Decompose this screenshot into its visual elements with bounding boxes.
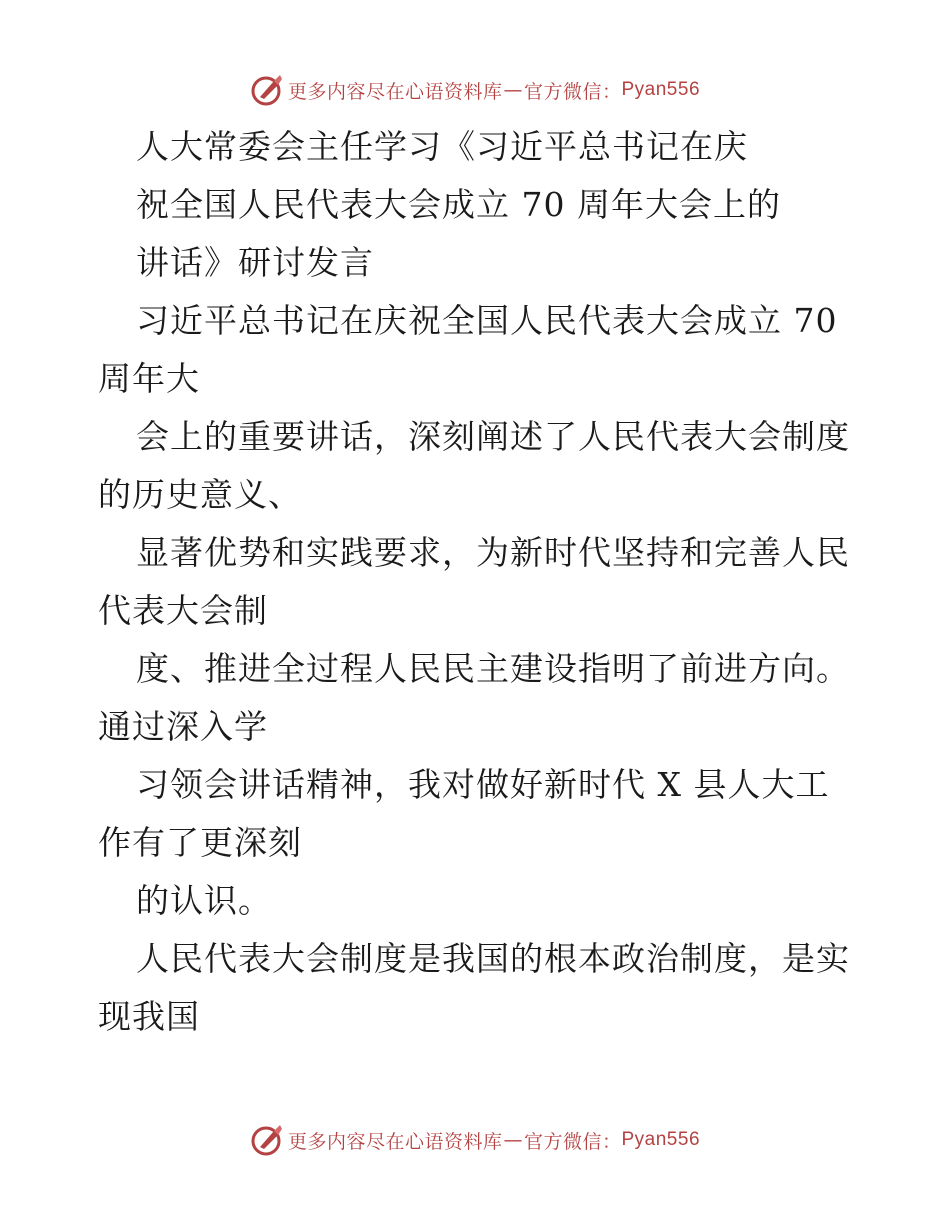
paragraph-line: 代表大会制 bbox=[98, 591, 268, 630]
watermark-wechat-handle: Pyan556 bbox=[621, 1129, 701, 1150]
paragraph-line: 习领会讲话精神，我对做好新时代 X 县人大工 bbox=[136, 765, 830, 804]
paragraph-line: 周年大 bbox=[98, 359, 200, 398]
title-line-1: 人大常委会主任学习《习近平总书记在庆 bbox=[136, 127, 748, 166]
paragraph-line: 的历史意义、 bbox=[98, 475, 302, 514]
title-line-3: 讲话》研讨发言 bbox=[136, 243, 374, 282]
paragraph-line: 度、推进全过程人民民主建设指明了前进方向。 bbox=[136, 649, 850, 688]
header-watermark bbox=[0, 70, 950, 110]
title-line-2: 祝全国人民代表大会成立 70 周年大会上的 bbox=[136, 185, 781, 224]
paragraph-line: 会上的重要讲话，深刻阐述了人民代表大会制度 bbox=[136, 417, 850, 456]
paragraph-line: 通过深入学 bbox=[98, 707, 268, 746]
watermark-wechat-label: 官方微信： bbox=[523, 80, 622, 103]
paragraph-line: 显著优势和实践要求，为新时代坚持和完善人民 bbox=[136, 533, 850, 572]
watermark-separator: — bbox=[503, 79, 523, 101]
paragraph-line: 习近平总书记在庆祝全国人民代表大会成立 70 bbox=[136, 301, 838, 340]
pen-nib-logo-icon bbox=[250, 1123, 284, 1157]
document-body bbox=[98, 118, 858, 1046]
watermark-wechat-label: 官方微信： bbox=[523, 1130, 622, 1153]
paragraph-line: 现我国 bbox=[98, 997, 200, 1036]
watermark-main-text: 更多内容尽在心语资料库 bbox=[287, 1130, 503, 1153]
pen-nib-logo-icon bbox=[250, 73, 284, 107]
paragraph-line: 人民代表大会制度是我国的根本政治制度，是实 bbox=[136, 939, 850, 978]
watermark-separator: — bbox=[503, 1129, 523, 1151]
watermark-wechat-handle: Pyan556 bbox=[621, 79, 701, 100]
paragraph-line: 作有了更深刻 bbox=[98, 823, 302, 862]
paragraph-line: 的认识。 bbox=[136, 881, 272, 920]
watermark-main-text: 更多内容尽在心语资料库 bbox=[287, 80, 503, 103]
footer-watermark bbox=[0, 1120, 950, 1160]
